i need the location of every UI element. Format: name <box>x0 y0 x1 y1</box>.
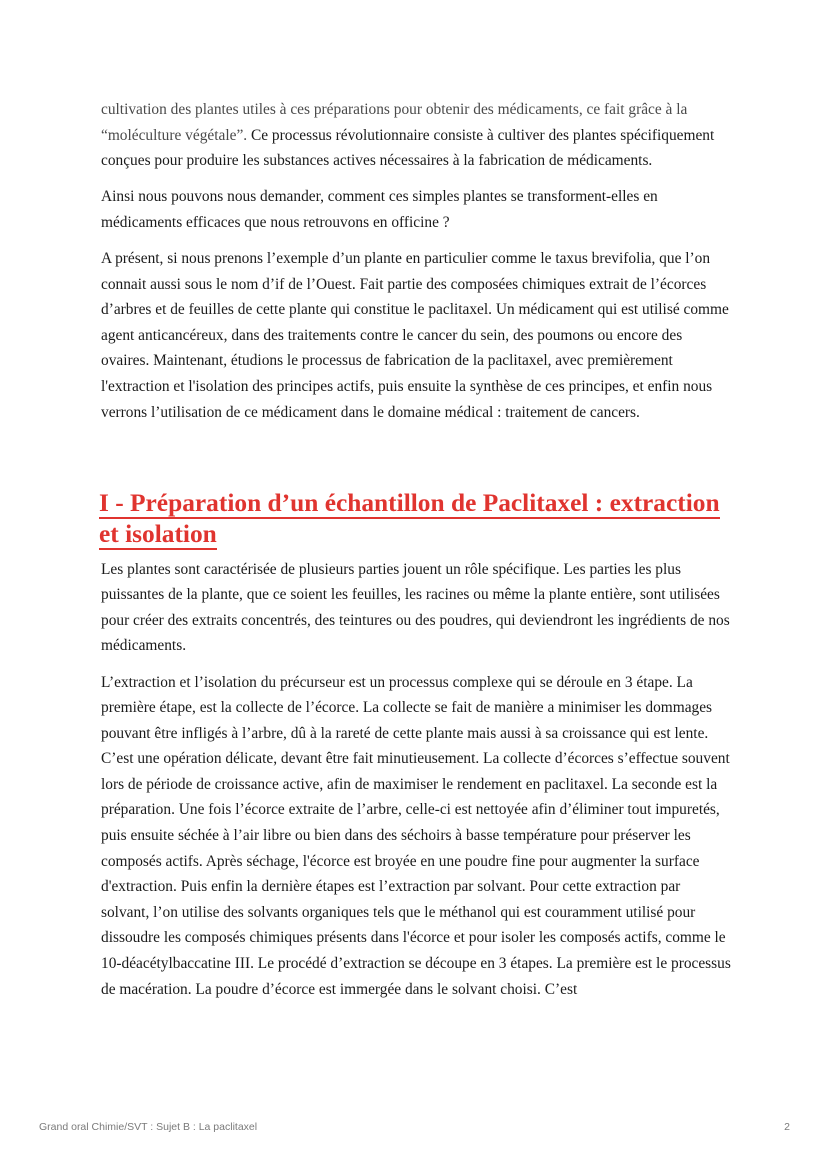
paragraph-intro-continued <box>101 97 731 174</box>
section-spacer <box>101 436 731 488</box>
page-body <box>101 97 731 1013</box>
section-title <box>99 488 731 550</box>
paragraph-problem: Ainsi nous pouvons nous demander, comment ces simples plantes se transforment-elles en médicaments efficaces que nous retrouvons en officine ? <box>101 188 658 231</box>
paragraph-intro-part-a: cultivation des plantes utiles à ces préparations pour obtenir des médicaments, ce fait grâce à la “moléculture végétale”. <box>101 101 688 144</box>
section-heading-wrap <box>99 488 731 550</box>
footer-title: Grand oral Chimie/SVT : Sujet B : La paclitaxel <box>39 1121 258 1133</box>
footer-page-number: 2 <box>784 1121 790 1133</box>
paragraph-extraction: L’extraction et l’isolation du précurseur est un processus complexe qui se déroule en 3 étape. La première étape, est la collecte de l’écorce. La collecte se fait de manière a minimiser les dommages pouvant être infligés à l’arbre, dû à la rareté de cette plante mais aussi à sa croissance qui est lente. C’est une opération délicate, devant être fait minutieusement. La collecte d’écorces s’effectue souvent lors de période de croissance active, afin de maximiser le rendement en paclitaxel. La seconde est la préparation. Une fois l’écorce extraite de l’arbre, celle-ci est nettoyée afin d’éliminer tout impuretés, puis ensuite séchée à l’air libre ou bien dans des séchoirs à basse température pour préserver les composés actifs. Après séchage, l'écorce est broyée en une poudre fine pour augmenter la surface d'extraction. Puis enfin la dernière étapes est l’extraction par solvant. Pour cette extraction par solvant, l’on utilise des solvants organiques tels que le méthanol qui est couramment utilisé pour dissoudre les composés chimiques présents dans l'écorce et pour isoler les composés actifs, comme le 10-déacétylbaccatine III. Le procédé d’extraction se découpe en 3 étapes. La première est le processus de macération. La poudre d’écorce est immergée dans le solvant choisi. C’est <box>101 673 731 998</box>
paragraph-plant-parts: Les plantes sont caractérisée de plusieurs parties jouent un rôle spécifique. Les parties les plus puissantes de la plante, que ce soient les feuilles, les racines ou même la plante entière, sont utilisées pour créer des extraits concentrés, des teintures ou des poudres, qui deviendront les ingrédients de nos médicaments. <box>101 560 730 655</box>
paragraph-intro-part-b: Ce processus révolutionnaire consiste à cultiver des plantes spécifiquement conçues pour produire les substances actives nécessaires à la fabrication de médicaments. <box>101 126 715 170</box>
section-title-text: I - Préparation d’un échantillon de Paclitaxel : extraction et isolation <box>99 488 720 548</box>
paragraph-presentation: A présent, si nous prenons l’exemple d’un plante en particulier comme le taxus brevifolia, que l’on connait aussi sous le nom d’if de l’Ouest. Fait partie des composées chimiques extrait de l’écorces d’arbres et de feuilles de cette plante qui constitue le paclitaxel. Un médicament qui est utilisé comme agent anticancéreux, dans des traitements contre le cancer du sein, des poumons ou encore des ovaires. Maintenant, étudions le processus de fabrication de la paclitaxel, avec premièrement l'extraction et l'isolation des principes actifs, puis ensuite la synthèse de ces principes, et enfin nous verrons l’utilisation de ce médicament dans le domaine médical : traitement de cancers. <box>101 249 729 421</box>
